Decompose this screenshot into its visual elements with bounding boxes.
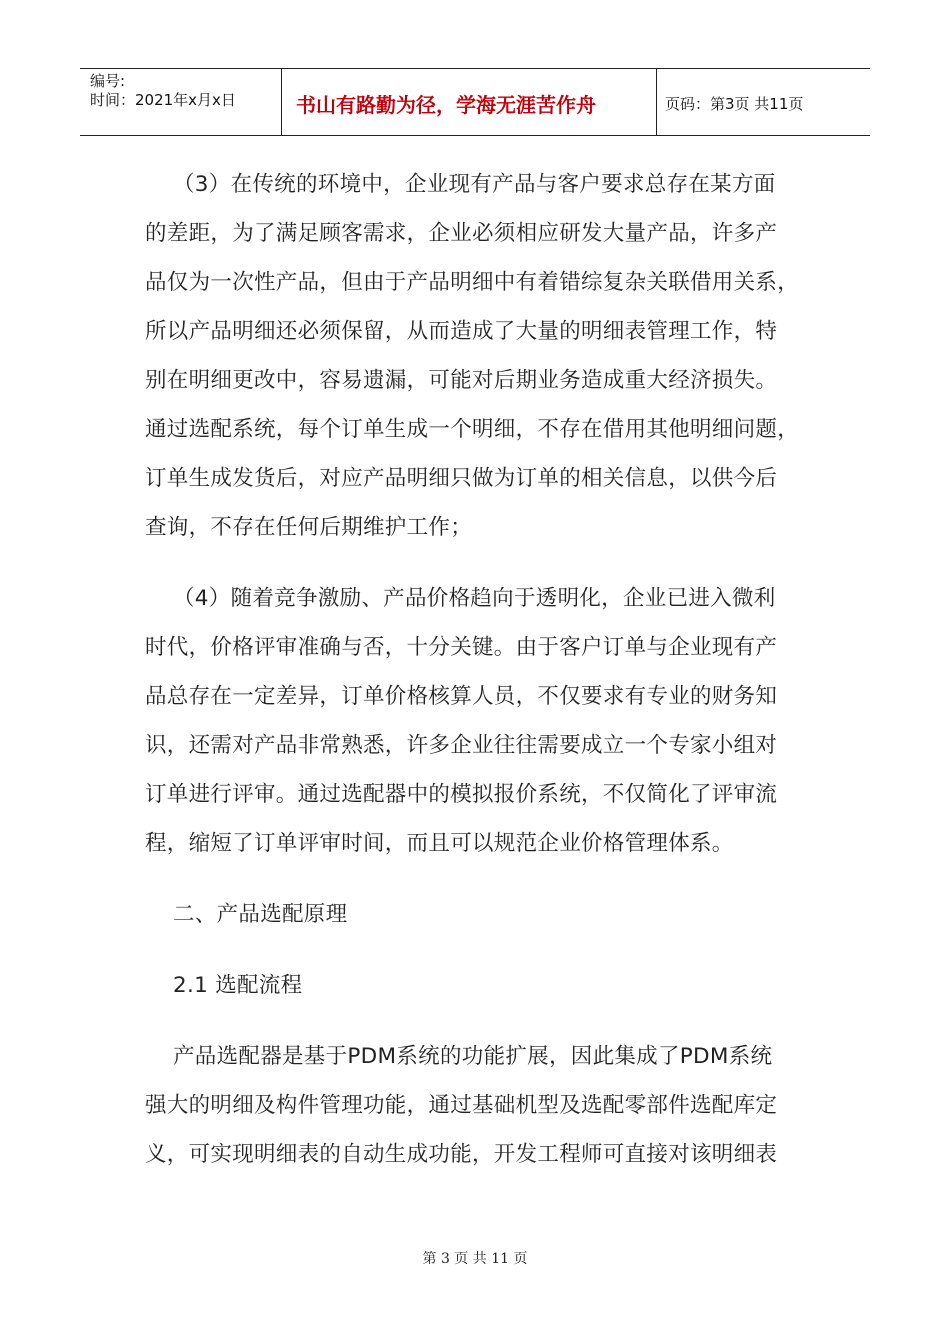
paragraph-gap (145, 552, 825, 574)
text-line: 时代，价格评审准确与否，十分关键。由于客户订单与企业现有产 (145, 635, 778, 660)
paragraph-gap (145, 1010, 825, 1032)
text-line: 订单生成发货后，对应产品明细只做为订单的相关信息，以供今后 (145, 466, 778, 491)
subsection-heading: 2.1 选配流程 (173, 973, 303, 998)
date-label: 时间：2021年x月x日 (90, 91, 236, 109)
header-divider-left (281, 68, 282, 136)
document-body (145, 160, 825, 1179)
paragraph-3 (145, 160, 825, 552)
section-heading: 二、产品选配原理 (173, 902, 348, 927)
paragraph-4 (145, 574, 825, 868)
text-line: 所以产品明细还必须保留，从而造成了大量的明细表管理工作，特 (145, 319, 778, 344)
text-line: 通过选配系统，每个订单生成一个明细，不存在借用其他明细问题， (145, 417, 800, 442)
text-line: 查询，不存在任何后期维护工作； (145, 515, 473, 540)
paragraph-gap (145, 868, 825, 890)
footer-page-number: 第 3 页 共 11 页 (422, 1251, 528, 1267)
header-divider-right (656, 68, 657, 136)
text-line: （3）在传统的环境中，企业现有产品与客户要求总存在某方面 (173, 172, 776, 197)
text-line: 识，还需对产品非常熟悉，许多企业往往需要成立一个专家小组对 (145, 733, 778, 758)
text-line: 订单进行评审。通过选配器中的模拟报价系统，不仅简化了评审流 (145, 782, 778, 807)
header-motto: 书山有路勤为径，学海无涯苦作舟 (296, 93, 596, 117)
text-line: （4）随着竞争激励、产品价格趋向于透明化，企业已进入微利 (173, 586, 776, 611)
text-line: 品仅为一次性产品，但由于产品明细中有着错综复杂关联借用关系， (145, 270, 800, 295)
paragraph-selector-intro (145, 1032, 825, 1179)
text-line: 的差距，为了满足顾客需求，企业必须相应研发大量产品，许多产 (145, 221, 778, 246)
text-line: 程，缩短了订单评审时间，而且可以规范企业价格管理体系。 (145, 831, 734, 856)
header-bottom-rule (80, 135, 870, 136)
text-line: 义，可实现明细表的自动生成功能，开发工程师可直接对该明细表 (145, 1142, 778, 1167)
text-line: 品总存在一定差异，订单价格核算人员，不仅要求有专业的财务知 (145, 684, 778, 709)
header-top-rule (80, 68, 870, 69)
page-indicator: 页码：第3页 共11页 (665, 95, 804, 113)
serial-number-label: 编号: (90, 72, 126, 90)
text-line: 强大的明细及构件管理功能，通过基础机型及选配零部件选配库定 (145, 1093, 778, 1118)
text-line: 别在明细更改中，容易遗漏，可能对后期业务造成重大经济损失。 (145, 368, 778, 393)
text-line: 产品选配器是基于PDM系统的功能扩展，因此集成了PDM系统 (173, 1044, 773, 1069)
paragraph-gap (145, 939, 825, 961)
